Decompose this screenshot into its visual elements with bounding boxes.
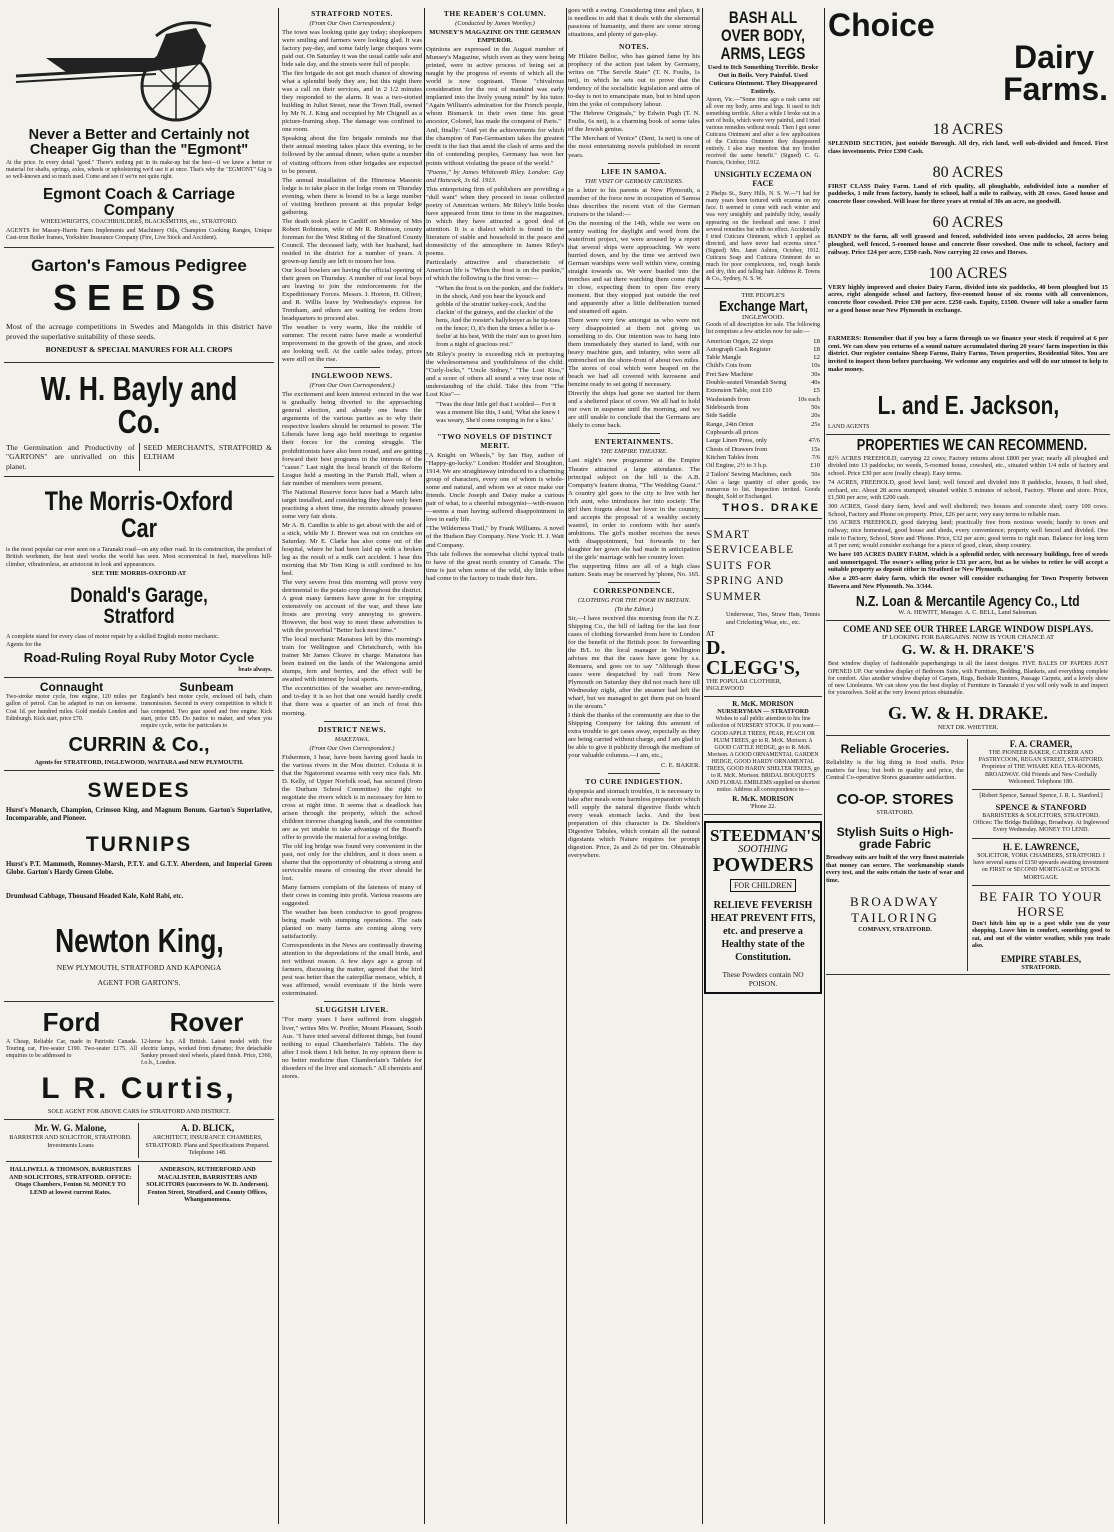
article-paragraph: Our local bowlers are having the official opening of their green on Thursday. A number of our local boys are leaving to join the reinforcements for the Expeditionary Forces. Messrs. I. Horton, H. Olliver, and R. Willis leave by Wednesday's express for Trentham, and others are waiting for orders from headquarters to proceed also. [282,266,422,323]
ford-rover-ad [4,1002,274,1121]
choice-dairy-farms-ad [826,6,1110,435]
price-list-row [706,354,820,362]
article-paragraph: The annual installation of the Hinemoa Masonic lodge is to take place in the lodge room on Thursday evening, when there is bound to be a large number of visiting brethren present at this popular lodge gathering. [282,176,422,216]
no-poison: These Powders contain NO POISON. [722,970,804,989]
letter-signature: C. E. BAKER. [660,761,700,769]
be-fair-heading: BE FAIR TO YOUR HORSE [979,888,1103,920]
egmont-gig-ad [4,6,274,248]
byline: (From Our Own Correspondent.) [309,382,395,390]
morison-ad [704,697,822,815]
article-paragraph: The National Reserve force have had a March tabu target installed, and considering they have only been practising a short time, the recruits already possess some very fair shots. [282,488,422,520]
bayly-right-text: SEED MERCHANTS, STRATFORD & ELTHAM [143,443,272,462]
column-rule [424,8,425,1524]
price-item-name: Washstands from [706,395,751,403]
morison-phone: 'Phone 22. [750,803,776,811]
price-list-row [706,396,820,404]
currin-agents: Agents for STRATFORD, INGLEWOOD, WAITARA and NEW PLYMOUTH. [34,759,244,767]
price-list-row [706,346,820,354]
steedmans-title: STEEDMAN'S [710,826,821,846]
for-children: FOR CHILDREN [730,879,796,892]
article-paragraph: Mr Hilaire Belloc, who has gained fame by his prophecy of the action just taken by Germany, writes on "The Servile State" (T. N. Foulis, 1s net), in which he sets out to prove that the tendency of the socialistic legislation and aims of to-day is not to emancipate man, but to bind upon him the yoke of compulsory labour. [568,53,700,109]
article-paragraph: In a letter to his parents at New Plymouth, a member of the force now in occupation of Samoa thus describes the recent visit of the German cruisers to the island:— [568,186,700,218]
turnips-body: Hurst's P.T. Mammoth, Romney-Marsh, P.T.Y. and G.T.Y. Aberdeen, and Imperial Green Globe. Garton's Hardy Green Globe. [6,860,272,876]
price-item-name: Large Linen Press, only [706,437,767,445]
garton-tagline: BONEDUST & SPECIAL MANURES FOR ALL CROPS [45,345,233,355]
newton-king: Newton King, [54,921,224,959]
article-paragraph: The supporting films are all of a high class nature. Seats may be reserved by 'phone, No. 165. [568,562,700,578]
tailoring-name: TAILORING [851,910,939,926]
inglewood-label: INGLEWOOD. [742,314,784,322]
malone-name: Mr. W. G. Malone, [34,1123,107,1134]
article-paragraph: The fire brigade do not get much chance of showing what a splendid body they are, but this night there was a call on their services, and in 2 1/2 minutes they responded to the alarm. It was a two-storied building in Juliet Street, near the Town Hall, owned by Mr N. J. King and occupied by Mr Chignell as a picture-framing shop. The damage was confined to one room. [282,70,422,134]
subheading: MUNSEY'S MAGAZINE ON THE GERMAN EMPEROR. [429,29,561,45]
price-list-row [706,371,820,379]
price-item-name: Sideboards from [706,404,749,412]
article-paragraph: The old log bridge was found very convenient in the past, not only for the children, and it does seem a shame that the opportunity of obtaining a strong and serviceable means of crossing the river should be lost. [282,842,422,882]
price-list-row [706,421,820,429]
price-list-row [706,379,820,387]
byline: (To the Editor.) [614,605,654,613]
article-paragraph: This enterprising firm of publishers are providing a "dull want" when they proceed to issue collected poetry of American writers. Mr Riley's little books have appeared from time to time in the magazines, in which they have attracted a good deal of attention. It is a dialect which is found in the literature of stable and household in the peace and domesticity of the atmosphere in James Riley's poems. [426,185,564,257]
article-paragraph: The death took place in Cardiff on Monday of Mrs Robert Robinson, wife of Mr R. Robinson, county foreman for the West Riding of the Stratford County Council. The deceased lady, with her husband, had resided in the district for a number of years. A grown-up family are left to mourn her loss. [282,217,422,265]
at-label: AT [706,630,715,639]
price-item-name: 2 Tailors' Sewing Machines, each [706,470,792,478]
blick-body: ARCHITECT, INSURANCE CHAMBERS, STRATFORD. Plans and Specifications Prepared. Telephone 148. [145,1134,270,1157]
clegg-name: D. CLEGG'S, [706,637,800,680]
gig-body: At the price. In every detail "good." There's nothing put in its make-up but the best—if we knew a better or material for shafts, springs, axles, wheels or upholstering we'd use it at once. That's why the "EGMONT" Gig is so well-known and so much used. Come and see if we're not quite right. [6,160,272,181]
article-paragraph: The local mechanic Manatora left by this morning's train for Wellington and Christchurch, with his trainer Mr James Cleave in charge. Manatora has been trained on the lands of the Waiongona amid stumps, fern and berries, and the effect will be awaited with interest by local sports. [282,636,422,684]
column-advertisements-left [4,6,274,1526]
curtis-name: L R. Curtis, [41,1072,237,1106]
price-item-name: Range, 24in Orion [706,420,754,428]
acres-60-text: HANDY to the farm, all well grassed and fenced, subdivided into seven paddocks, 28 acres being ploughed, well fenced, 5-roomed house and concrete floor cowshed. One mile to school, factory and railway. Price £24 per acre, £350 cash. Now carrying 22 cows and Horses. [828,233,1108,256]
column-rule [278,8,279,1524]
price-item-value: 40s [811,379,820,387]
morison-body: Wishes to call public attention to his fine collection of NURSERY STOCK. If you want— GOOD APPLE TREES, PEAR, PEACH OR PLUM TREES, go to R. McK. Morison. A GOOD CATTLE HEDGE, go to R. McK. Morison. A GOOD ORNAMENTAL GARDEN HEDGE, GOOD HARDY ORNAMENTAL TREES, GOOD HARDY SHELTER TREES, go to R. McK. Morison. BRIDAL BOUQUETS AND FLORAL EMBLEMS supplied on shortest notice. Address all correspondence to— [706,716,820,794]
column-ads-middle [704,6,822,1526]
properties-ad [826,435,1110,621]
article-paragraph: "The Wilderness Trail," by Frank Williams. A novel of the Hudson Bay Company. New York: H. J. Watt and Company. [426,525,564,549]
byline: (From Our Own Correspondent.) [309,20,395,27]
spence-body: BARRISTERS & SOLICITORS, STRATFORD. Offices: The Bridge Buildings, Broadway. At Inglewood Every Wednesday. MONEY TO LEND. [973,812,1109,834]
price-item-value: 15s [811,445,820,453]
subheading: MAKETAWA. [334,735,370,743]
price-list-row [706,429,820,437]
property-listing: We have 105 ACRES DAIRY FARM, which is a splendid order, with necessary buildings, free of weeds and unmortgaged. The owner's selling price is £31 per acre, but as he wishes to retire he will accept a suitable property as deposit either in Stratford or New Plymouth. [828,550,1108,574]
column-stratford-notes [282,6,422,1526]
morris-title: The Morris-Oxford Car [44,485,234,543]
anderson-card: ANDERSON, RUTHERFORD AND MACALISTER, BARRISTERS AND SOLICITORS (successors to W. D. Anderson). Fenton Street, Stratford, and County Offices, Whangamomona. [146,1166,269,1204]
column-news [568,6,700,1526]
article-paragraph: Mr Riley's poetry is exceeding rich in portraying the wholesomeness and youthfulness of the child. "Curly-locks," "Uncle Sidney," "The Lost Kiss," and a score of others all sound a very true note of understanding of the child. Take this from "The Lost Kiss"— [426,350,564,399]
reliability-text: Reliability is the big thing in food stuffs. Price matters far less; but both in quality and price, the Central Co-operative Stores guarantee satisfaction. [826,758,964,782]
donald-body: A complete stand for every class of motor repair by a skilled English motor mechanic. [6,632,220,640]
property-listing: 300 ACRES, Good dairy farm, level and well sheltered; two houses and concrete shed; carry 100 cows. School, Factory and Phone on property. Price, £26 per acre; very easy terms to reliable man. [828,502,1108,518]
morison-name-2: R. McK. MORISON [732,795,794,804]
steedmans-ad [704,821,822,994]
price-list-row [706,362,820,370]
acres-60-heading: 60 ACRES [932,214,1004,232]
nz-loan-sub: W. A. HEWITT, Manager. A. C. BELL, Land Salesman. [898,609,1038,617]
lawrence-body: SOLICITOR, YORK CHAMBERS, STRATFORD. I have several sums of £150 upwards awaiting investment on FIRST or SECOND MORTGAGE or STOCK MORTGAGE. [973,852,1109,881]
stylish-suits: Stylish Suits o High-grade Fabric [836,825,954,852]
empire-stables: EMPIRE STABLES, [1000,954,1082,965]
garton-title: Garton's Famous Pedigree [31,256,247,276]
bayly-name: W. H. Bayly and Co. [40,370,238,441]
article-paragraph: The weather is very warm, like the middle of summer. The recent rains have made a wonderful improvement in the growth of the grass, and stock are looking well. At the cattle sales today, prices were still on the rise. [282,324,422,364]
property-listing: Also a 205-acre dairy farm, which the owner will consider exchanging for Town Property between Hawera and New Plymouth. No. 3/344. [828,574,1108,590]
farms-heading: Farms. [1003,71,1108,107]
price-list-row [706,412,820,420]
gig-carriage-icon [6,6,272,126]
article-paragraph: I think the thanks of the community are due to the Shipping Company for taking this amount of extra trouble to get cases away, especially as they are being carried without charge, and I am glad to be able to give it publicity through the medium of your valuable columns.—I am, etc., [568,712,700,760]
price-item-value: £8 [813,345,820,353]
article-paragraph: "Poems," by James Whitcomb Riley. London: Gay and Hancock, 3s 6d. 1913. [426,168,564,184]
byline: (From Our Own Correspondent.) [309,744,395,752]
article-paragraph: Sir,—I have received this morning from the N.Z. Shipping Co., the bill of lading for the last four cases of clothing forwarded from here to London for the benefit of the British poor. In forwarding the B/L to the local manager in Wellington advises me that the cases have gone by s.s. Remuera, and goes on to say "Although these cases were despatched by rail from New Plymouth on Saturday they did not reach here till Wednesday night, after the steamer had left the wharf, but we managed to get them put on board in the stream." [568,614,700,711]
coop-stores: CO-OP. STORES [836,791,954,809]
bash-sub: Used to Itch Something Terrible. Broke Out in Boils. Very Painful. Used Cuticura Ointment. They Disappeared Entirely. [707,63,819,95]
subheading: THE VISIT OF GERMAN CRUISERS. [584,177,684,185]
gig-illustration [6,6,272,126]
newton-places: NEW PLYMOUTH, STRATFORD AND KAPONGA [56,962,222,972]
egmont-agents: AGENTS for Massey-Harris Farm Implements and Machinery Oils, Champion Cooking Ranges, Unique Cast-iron Boiler frames, Yorkshire Insurance Company (Fire, Live Stock and Accident). [6,227,272,241]
broadway-name: BROADWAY [850,894,940,910]
price-item-name: Double-seated Verandah Swing [706,379,787,387]
price-item-name: Table Mangle [706,354,742,362]
drumhead-line: Drumhead Cabbage, Thousand Headed Kale, Kohl Rabi, etc. [6,893,184,901]
motorcycles-ad [4,678,274,771]
column-farms-ads [826,6,1110,1526]
price-item-value: 50s [811,404,820,412]
price-item-name: Kitchen Tables from [706,454,759,462]
price-item-value: £2 [813,354,820,362]
acres-18-text: SPLENDID SECTION, just outside Borough. All dry, rich land, well sub-divided and fenced. First class investments. Price £390 Cash. [828,140,1108,155]
inglewood-news-title: INGLEWOOD NEWS. [311,371,393,381]
be-fair-body: Don't hitch him up to a post while you do your shopping. Leave him in comfort, something good to eat, and out of the winter weather, while you trade also. [972,921,1110,949]
spence-partners: [Robert Spence, Samuel Spence, J. R. L. Stanford.] [979,793,1103,800]
article-paragraph: "The Hebrew Originals," by Edwin Pugh (T. N. Foulis, 6s net), is a charming book of some tales of the Jewish genius. [568,110,700,134]
price-item-value: £5 [813,387,820,395]
price-item-name: Chests of Drawers from [706,445,768,453]
column-rule [702,8,703,1524]
price-list-row [706,454,820,462]
reliable-groceries: Reliable Groceries. [840,741,950,756]
currin-name: CURRIN & Co., [68,734,210,757]
article-paragraph: dyspepsia and stomach troubles, it is necessary to take after meals some harmless preparation which will supply the natural digestive fluids which every weak stomach lacks. And the best preparation of this character is Dr. Sheldon's Digestive Tabules, which contain all the natural digestants which Nature requires for prompt digestion. Price, 2s and 2s 6d per tin. Obtainable everywhere. [568,787,700,859]
sunbeam-heading: Sunbeam [179,680,234,695]
morison-line: NURSERYMAN — STRATFORD [717,708,809,716]
cramer-name: F. A. CRAMER, [1009,738,1073,749]
bayly-left-text: The Germination and Productivity of "GARTONS" are unrivalled on this planet. [6,443,140,471]
smart-body: Underwear, Ties, Straw Hats, Tennis and Cricketing Wear, etc., etc. [726,611,820,626]
drake-body: Best window display of fashionable paperhangings in all the latest designs. FIVE BALES OF PAPERS JUST OPENED UP. Our window display of Bedroom Suite, with Furniture, Bedding, Blankets, and everything complete for comfort. Also another window display of Carpets, Rugs, Bedside Runners, Passage Carpets, and a lovely show of new Linoleums. We can show you the best display of Furniture in Taranaki if you will only walk in and inspect for yourselves. Sold at the very lowest prices obtainable. [828,661,1108,697]
beats-always: beats always. [238,667,272,674]
article-paragraph: Speaking about the fire brigade reminds me that their annual meeting takes place this evening, to be followed by the annual dinner, when quite a number of visiting officers from other brigades are expected to be present. [282,135,422,175]
gwh-drake-2: G. W. & H. DRAKE. [887,702,1049,723]
bayly-ad [4,363,274,477]
mart-price-list [706,338,820,480]
price-item-name: Child's Cots from [706,362,752,370]
price-item-value: £10 [810,462,820,470]
price-item-value: 10s [811,362,820,370]
article-paragraph: On the morning of the 14th, while we were on sentry waiting for daylight and word from the waterfront project, we were aroused by a report that several ships were approaching. We were hurried down, and by the time we arrived two German warships were well within view, coming straight towards us. We were bustled into the trenches and sat there watching them come right in close, expecting them to open fire every moment. But they stopped just outside the reef and apparently after a little deliberation turned and steamed off again. [568,219,700,315]
connaught-heading: Connaught [39,680,104,695]
bash-body: Ayeon, Vic.—"Some time ago a rash came out all over my body, arms and legs. It used to itch something terrible. After a while I broke out in a sort of boils, which were very painful, and I tried various remedies without result. Then I got some Cuticura Ointment and after a few applications of the Cuticura Ointment they disappeared entirely. I also may mention that my brother received the same benefit." (Signed) C. G. Francis, October, 1912. [706,96,820,167]
turnips-heading: TURNIPS [85,832,193,856]
curtis-tagline: SOLE AGENT FOR ABOVE CARS for STRATFORD AND DISTRICT. [47,1108,231,1116]
correspondence-title: CORRESPONDENCE. [593,585,675,595]
bash-title: BASH ALL OVER BODY, ARMS, LEGS [720,8,806,63]
properties-heading: PROPERTIES WE CAN RECOMMEND. [856,436,1088,454]
next-dr-whetter: NEXT DR. WHETTER. [937,723,999,731]
soothing-label: SOOTHING [738,844,788,856]
halliwell-card: HALLIWELL & THOMSON, BARRISTERS AND SOLICITORS, STRATFORD. OFFICE: Otago Chambers, Fenton St. MONEY TO LEND at lowest current Rates. [9,1166,132,1196]
article-paragraph: Correspondents in the News are continually drawing attention to the depredations of the small birds, and not without reason. A few days ago a group of farmers, discussing the matter, agreed that the bird pest was better than the caterpillar menace, which, it was affirmed, would eventuate if the birds were exterminated. [282,942,422,998]
price-item-value: 30s [811,370,820,378]
entertainments-title: ENTERTAINMENTS. [594,437,674,447]
garton-body: Most of the acreage competitions in Swedes and Mangolds in this district have proved the superlative suitability of these seeds. [6,322,272,341]
spence-name: SPENCE & STANFORD [995,801,1087,812]
price-item-value: 47/6 [808,437,820,445]
article-paragraph: Particularly attractive and characteristic of American life is "When the frost is on the punkin," of which the following is the first verse:— [426,258,564,282]
mart-foot: Also a large quantity of other goods, too numerous to list. Inspection invited. Goods Bought, Sold or Exchanged. [706,480,820,501]
price-item-value: 7/6 [811,454,820,462]
gig-headline: Never a Better and Certainly not Cheaper Gig than the "Egmont" [28,127,250,158]
come-and-see: COME AND SEE OUR THREE LARGE WINDOW DISPLAYS. [842,624,1094,635]
mart-body: Goods of all description for sale. The following list comprises a few articles now for sale:— [706,322,820,336]
article-paragraph: This tale follows the somewhat cliché typical trails to have of the great north country of Canada. The time is just when some of the wild, shy little tribes had come to the factory to trade their furs. [426,550,564,582]
readers-column-title: THE READER'S COLUMN. [443,9,547,18]
life-in-samoa-title: LIFE IN SAMOA. [601,166,667,176]
donald-garage: Donald's Garage, Stratford [70,583,208,628]
article-paragraph: Mr A. B. Candlin is able to get about with the aid of a stick, while Mr J. Brewer was out on crutches on Saturday. Mr E. Clarke has also come out of the hospital, where he had been laid up with a broken leg as the result of a milk cart accident. I hear this morning that Mr Tom King is still confined to his bed. [282,521,422,577]
lawrence-name: H. E. LAWRENCE, [1002,841,1080,852]
malone-body: BARRISTER AND SOLICITOR, STRATFORD. Investments Loans [9,1134,132,1149]
price-list-row [706,437,820,445]
article-paragraph: And, finally: "And yet the achievements for which the champion of Pan-Germanism takes the greatest credit is the fact that amid the clash of arms and the din of contending peoples, Germany has won her points without violating the peace of the world." [426,127,564,167]
subheading: CLOTHING FOR THE POOR IN BRITAIN. [577,596,691,604]
article-paragraph: Many farmers complain of the lateness of many of their cows in coming into profit. Various reasons are suggested. [282,884,422,908]
powders-label: POWDERS [712,854,814,877]
stylish-body: Broadway suits are built of the very finest materials that money can secure. The workmanship stands every test, and the suits retain the taste of wear and time. [826,854,964,884]
indigestion-title: TO CURE INDIGESTION. [585,776,683,786]
article-paragraph: The eccentricities of the weather are never-ending, and to-day it is so hot that one would hardly credit that there was a quarter of an inch of frost this morning. [282,685,422,717]
district-news-title: DISTRICT NEWS. [317,724,387,734]
egmont-trades: WHEELWRIGHTS, COACHBUILDERS, BLACKSMITHS, etc., STRATFORD. [40,219,238,226]
clegg-sub: THE POPULAR CLOTHIER, INGLEWOOD [706,678,782,693]
sluggish-liver-title: SLUGGISH LIVER. [315,1005,389,1015]
donald-agents: Agents for the [6,641,42,649]
garton-seeds-ad [4,248,274,363]
price-list-row [706,338,820,346]
coop-sub: STRATFORD. [876,809,914,817]
lower-ads-grid [826,736,1110,976]
morris-see: SEE THE MORRIS-OXFORD AT [91,569,187,577]
property-listing: 74 ACRES, FREEHOLD, good level land; well fenced and divided into 8 paddocks, houses, 8 bail shed, orchard, etc. About 28 acres stumped; situated within 5 minutes of school, Factory. 'Phone and store. Price, £1,500 per acre, with £200 cash. [828,478,1108,502]
price-item-name: Oil Engine, 2½ to 3 h.p. [706,462,768,470]
newton-agent: AGENT FOR GARTON'S. [97,977,181,987]
subheading: THE EMPIRE THEATRE. [600,448,668,456]
professional-cards [4,1120,274,1209]
price-list-row [706,446,820,454]
acres-100-heading: 100 ACRES [928,264,1008,282]
egmont-company-name: Egmont Coach & Carriage Company [42,186,236,219]
eczema-title: UNSIGHTLY ECZEMA ON FACE [714,170,812,189]
morris-body: is the most popular car ever seen on a Taranaki road—on any other road. In its construction, the product of British workmen, the best steel works the world has seen. Most economical in fuel, marvellous hill-climber, vibrationless, an aristocrat in look and appearances. [6,545,272,568]
article-paragraph: The excitement and keen interest evinced in the war is gradually being diverted to the approaching general election, and already one hears the arguments of the various parties as to why their respective leaders should be returned to power. The Liberals have long ago held meetings to organise their forces for the coming struggle. The prohibitionists have also been round, and are getting forward their best programs in the interests of the "cause." Last night the local branch of the Reform League held a meeting in the Parish Hall, when a fair number of members were present. [282,391,422,487]
two-novels-title: "TWO NOVELS OF DISTINCT MERIT. [437,432,553,451]
cuticura-ad [704,6,822,289]
price-list-row [706,471,820,479]
swedes-turnips-ad [4,771,274,1001]
acres-18-heading: 18 ACRES [932,121,1004,138]
exchange-mart-title: Exchange Mart, [718,298,808,316]
acres-80-heading: 80 ACRES [932,163,1004,181]
drake-ad [826,621,1110,736]
cramer-body: THE PIONEER BAKER, CATERER AND PASTRYCOOK, REGAN STREET, STRATFORD. Proprietor of THE WHARE KEA TEA-ROOMS, BROADWAY. Old Friends and New Cordially Welcomed. Telephone 180. [978,749,1104,786]
acres-100-text: VERY highly improved and choice Dairy Farm, divided into six paddocks, 40 been ploughed but 15 acres, right alongside school and factory, five-roomed house of six rooms with all conveniences, concrete floor cowshed. Price £30 per acre. £250 cash. Equity, £1500. Owner will take a smaller farm or a good house near New Plymouth in exchange. [828,283,1108,314]
morris-oxford-ad [4,477,274,678]
jackson-sub: LAND AGENTS [828,423,870,430]
property-listing: 82½ ACRES FREEHOLD, carrying 22 cows; Factory returns about £800 per year; nearly all ploughed and divided into 13 paddocks; no weeds, 5-roomed house, cowshed, etc., situated within 1/4 mile of factory and school. Price £30 per acre (really cheap). Easy terms. [828,454,1108,478]
seeds-heading: SEEDS [52,277,226,319]
price-item-value: 50s [811,470,820,478]
thos-drake: THOS. DRAKE [722,501,820,514]
article-paragraph: "The Merchant of Venice" (Dent, 1s net) is one of the most entertaining novels published in recent years. [568,135,700,159]
price-item-name: Fret Saw Machine [706,370,753,378]
eczema-body: 2 Phelps St., Surry Hills, N. S. W.—"I had for many years been tortured with eczema on my face. It seemed to come with each winter and was very unsightly and painfully itchy, usually appearing on the forehead and nose. I tried several remedies but with no effect. Accidentally I tried Cuticura Ointment, which I applied as directed, and have never had eczema since." (Signed) Mrs. Janet Ashton, October, 1912. Cuticura Soap and Cuticura Ointment do so much for poor complexions, red, rough hands and dry, thin and falling hair. Address R. Towns & Co., Sydney, N. S. W. [706,191,820,283]
swedes-heading: SWEDES [87,779,191,803]
road-ruling: Road-Ruling Royal Ruby Motor Cycle [23,650,255,666]
article-paragraph: There were very few amongst us who were not very disappointed at them not giving us something to do. Our intention was to hang into them immediately they started to land, with our heavy machine gun, and infantry, who were all entrenched on the shore-front of about two miles. The stores of coal which were heaped on the beach we had all covered with kerosene and benzine ready to set going if necessary. [568,317,700,389]
price-list-row [706,387,820,395]
column-rule [566,8,567,1524]
price-item-name: Extension Table, cost £10 [706,387,772,395]
jackson-name: L. and E. Jackson, [877,389,1059,420]
article-paragraph: Directly the ships had gone we started for them and a sheltered place of cover. We all had to hold our own in suspense until the morning, and we are still unable to conclude that the Germans are likely to come back. [568,390,700,430]
price-list-row [706,462,820,470]
column-rule [824,8,825,1524]
exchange-mart-ad [704,289,822,519]
article-paragraph: "For many years I have suffered from sluggish liver," writes Mrs W. Proffer, Mount Pleasant, South Aus. "I have tried several different things, but found nothing to equal Chamberlain's Tablets. The day after I took them I felt better. In my opinion there is no better medicine than Chamberlain's Tablets for disorders of the liver and stomach." All chemists and stores. [282,1016,422,1080]
rover-heading: Rover [169,1006,244,1037]
price-item-value: 25s [811,420,820,428]
smart-suits: SMART SERVICEABLE SUITS FOR SPRING AND SUMMER [706,528,795,603]
sunbeam-body: England's best motor cycle, enclosed oil bath, chain transmission. Second in every competition in which it has competed. Two gear speed and free engine. Kick start, price £85. Do justice to maker, and when you require cycle, write for particulars to [141,694,272,729]
ford-heading: Ford [42,1006,101,1037]
relieve-text: RELIEVE FEVERISH HEAT PREVENT FITS, etc. and preserve a Healthy state of the Constitution. [710,900,816,964]
price-item-name: Autograph Cash Register [706,345,771,353]
swedes-body: Hurst's Monarch, Champion, Crimson King, and Magnum Bonum. Garton's Superlative, Incomparable, and Pioneer. [6,807,272,823]
price-item-value: 10s each [797,395,820,403]
dairy-heading: Dairy [1013,39,1094,75]
choice-heading: Choice [828,7,935,43]
price-item-name: Side Saddle [706,412,737,420]
article-paragraph: Last night's new programme at the Empire Theatre attracted a large attendance. The principal subject on the bill is the A.B. Company's feature drama, "The Wedding Guest." A country girl goes to the city to live with her rich aunt, who introduces her into society. The girl then forgets about her lover in the country, and accepts the proposal of a wealthy society wastrel, in order to conform with her aunt's ambitions. The girl's mother receives the news with disappointment, but forwards to her daughter her gown she had made in anticipation of the girls' marriage with her country lover. [568,457,700,561]
peoples-label: THE PEOPLE'S [741,292,785,300]
poem-verse: "When the frost is on the punkin, and the fodder's in the shock, And you hear the kyouck and gobble of the struttin' turkey-cock, And the clackin' of the guineys, and the cluckin' of the hens, And the rooster's hallylooyer as he tip-toes on the fence; O, it's then the times a feller is a-feelin' at his best, With the risin' sun to greet him from a night of gracious rest." [436,284,563,348]
article-paragraph: "A Knight on Wheels," by Ian Hay, author of "Happy-go-lucky." London: Hodder and Stoughton, 1914. We are straightaway introduced to a charming group of characters, every one of whom is whole-some and natural, and whom we at once make our friends. Uncle Joseph and Daisy make a curious pair of what, to a cheerful misogynist—with-reason—seems a man having suffered disappointment in love in early life. [426,452,564,524]
rover-body: 12-horse h.p. All British. Latest model with five electric lamps, worked from dynamo; five detachable Sankey pressed steel wheels, plated finish. Price, £360, f.o.b., London. [141,1038,272,1067]
nz-loan-name: N.Z. Loan & Mercantile Agency Co., Ltd [856,593,1080,611]
price-item-name: Cupboards all prices [706,429,759,437]
article-paragraph: Fishermen, I hear, have been having good hauls in the various rivers in the Mou district. Colusia it is that the Ngatoronui swarms with very nice fish. Mr. D. Kelly, of Upper Norfolk road, has secured (from the Durham School Committee) the right to negotiate the rivers which is in necessary for him to cross at night time. It seems that a deadlock has arisen through the property, which the school children traverse changing hands, and the committee are as yet unable to take advantage of the Board's offer to provide the material for a swing bridge. [282,753,422,841]
empire-sub: STRATFORD. [1021,964,1061,972]
article-paragraph: The town was looking quite gay today; shopkeepers were smiling and farmers were looking glad. It was factory pay-day, and some fairly large cheques were paid out. On Saturday it was the usual cattle sale and bide sale day, and the streets were full of people. [282,29,422,69]
price-item-name: American Organ, 22 stops [706,337,773,345]
clegg-ad [704,519,822,698]
gwh-drake: G. W. & H. DRAKE'S [901,643,1035,659]
notes-title: NOTES. [619,42,649,52]
acres-80-text: FIRST CLASS Dairy Farm. Land of rich quality, all ploughable, subdivided into a number of paddocks, 1 mile from factory, handy to school, half a mile to railway, with 28 cows. Good house and concrete floor cowshed. Will lease for three years at rental of 30s an acre, no goodwill. [828,182,1108,206]
bargains-line: IF LOOKING FOR BARGAINS. NOW IS YOUR CHANCE AT [882,634,1054,642]
byline: (Conducted by James Wortley.) [455,20,535,27]
farmers-notice: FARMERS: Remember that if you buy a farm through us we finance your stock if required at 6 per cent. We can show you returns of a sound nature accumulated during 20 years' farm inspection in this district. Our register contains Sheep Farms, Dairy Farms, Town properties, Residential Sites. You are invited to inspect them before purchasing. We welcome any enquiries and will do our utmost to help to make money. [828,334,1108,373]
article-paragraph: goes with a swing. Considering time and place, it is needless to add that it deals with the elemental passions of humanity, and there are some strong situations, and plenty of gun-play. [568,7,700,39]
column-readers [426,6,564,1526]
blick-name: A. D. BLICK, [180,1123,235,1134]
price-item-value: 20s [811,412,820,420]
ford-body: A Cheap, Reliable Car, made in Patriotic Canada. Touring car, Fire-seater £190. Two-seater £175. All enquiries to be addressed to [6,1038,137,1059]
article-paragraph: The weather has been conducive to good progress being made with stumping operations. The oats planted on many farms are coming along very satisfactorily. [282,909,422,941]
morison-name: R. McK. MORISON [732,700,794,709]
property-listing: 156 ACRES FREEHOLD, good dairying land; practically free from noxious weeds; handy to town and railway; nice homestead, good house and sheds, every convenience; property well fenced and divided. One mile to Factory, School, Store and 'Phone. Price, £32 per acre; good terms to right man. Balance for long term at 5 per cent; would consider exchange for a piece of good, clean, sheep country. [828,519,1108,550]
poem-verse: "Twas the dear little girl that I scolded— For it was a moment like this, I said, 'What she knew I was weary, She'd come romping in for a kiss.' [436,401,560,425]
price-item-value: £8 [813,337,820,345]
price-list-row [706,404,820,412]
stratford-notes-title: STRATFORD NOTES. [311,9,393,18]
connaught-body: Two-stroke motor cycle, free engine, 120 miles per gallon of petrol. Can be adapted to run on kerosene. Cost 1d. per hundred miles. Gold medals London and Edinburgh. Kick start, price £70. [6,694,137,722]
tailoring-sub: COMPANY, STRATFORD. [858,926,932,934]
article-paragraph: Opinions are expressed in the August number of Munsey's Magazine, which even as they were being printed, were in active process of being set at naught by the progress of events of which all the world is now cognisant. Those "chivalrous consideration for the rest of mankind was early implanted into the lively young mind" by his tutor. "Again William's admiration for the French people, whom Bismarck in their own time his great ancestor, Colonel, has made the conquest of Paris." [426,46,564,126]
article-paragraph: The very severe frost this morning will prove very detrimental to the potato crop throughout the district. A great many farmers have gone in for cropping extensively on account of the war, and these late frosts are proving very annoying to growers. However, the best way to meet these adversities is with the proverbial "Better luck next time." [282,579,422,635]
